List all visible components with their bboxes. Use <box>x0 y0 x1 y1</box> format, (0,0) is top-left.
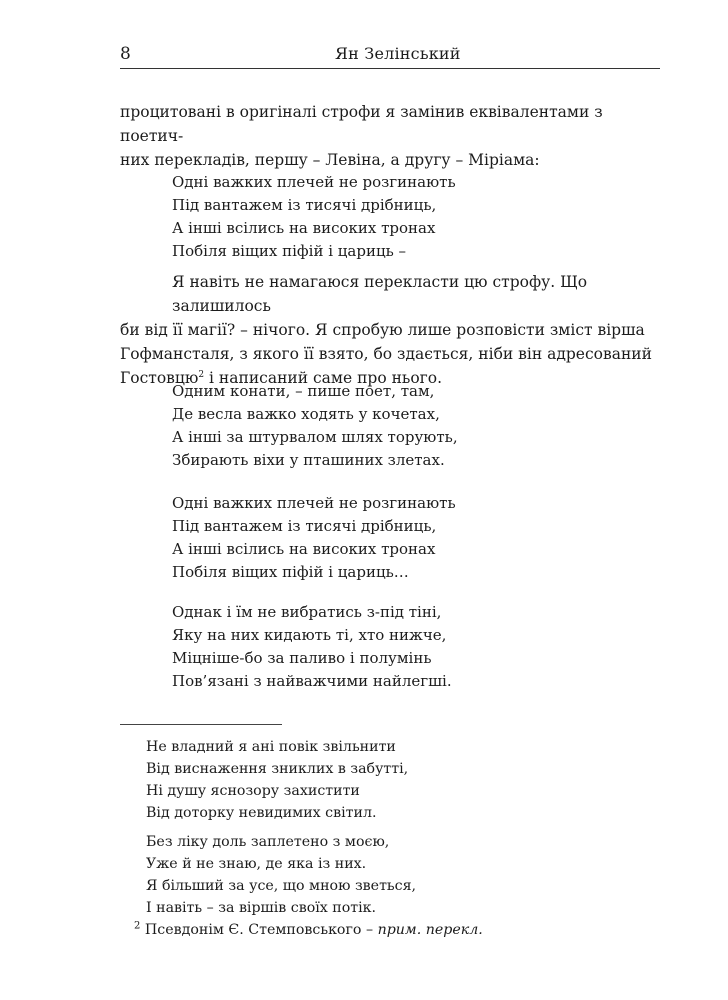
footnote-marker: 2 <box>134 920 141 932</box>
footnote-stanza-2-line: Я більший за усе, що мною зветься, <box>146 878 417 894</box>
footnote <box>134 919 483 941</box>
footnote-text: Псевдонім Є. Стемповського – <box>140 922 378 938</box>
page-number: 8 <box>120 44 131 64</box>
stanza-3-line: Побіля віщих піфій і цариць… <box>172 563 409 581</box>
stanza-4-line: Яку на них кидають ті, хто нижче, <box>172 626 447 644</box>
paragraph-2-line-1: Я навіть не намагаюся перекласти цю строфу. Що залишилось <box>172 273 588 315</box>
paragraph-2-line-4-rest: і написаний саме про нього. <box>204 369 443 387</box>
paragraph-2 <box>120 270 660 390</box>
stanza-3 <box>172 492 456 584</box>
stanza-1-line: А інші всілись на високих тронах <box>172 219 436 237</box>
paragraph-2-line-2: би від її магії? – нічого. Я спробую лише розповісти зміст вірша <box>120 321 645 339</box>
stanza-2-line: Де весла важко ходять у кочетах, <box>172 405 440 423</box>
footnote-stanza-2-line: І навіть – за віршів своїх потік. <box>146 900 377 916</box>
stanza-4-line: Однак і їм не вибратись з-під тіні, <box>172 603 442 621</box>
footnote-translator-note: прим. перекл. <box>377 922 483 938</box>
stanza-2-line: Одним конати, – пише поет, там, <box>172 382 435 400</box>
stanza-1 <box>172 171 456 263</box>
footnote-stanza-1-line: Від виснаження зниклих в забутті, <box>146 761 409 777</box>
footnote-stanza-2-line: Уже й не знаю, де яка із них. <box>146 856 367 872</box>
paragraph-1-line-1: процитовані в оригіналі строфи я замінив еквівалентами з поетич- <box>120 103 603 145</box>
stanza-2-line: Збирають віхи у пташиних злетах. <box>172 451 445 469</box>
footnote-stanza-1-line: Ні душу яснозору захистити <box>146 783 360 799</box>
stanza-3-line: Під вантажем із тисячі дрібниць, <box>172 517 437 535</box>
footnote-stanza-2-line: Без ліку доль заплетено з моєю, <box>146 834 390 850</box>
footnote-stanza-2 <box>146 831 416 919</box>
footnote-ref: 2 <box>198 369 205 380</box>
footnote-stanza-1-line: Не владний я ані повік звільнити <box>146 739 396 755</box>
page-header <box>120 44 660 69</box>
running-title: Ян Зелінський <box>335 44 461 63</box>
stanza-2-line: А інші за штурвалом шлях торують, <box>172 428 458 446</box>
footnote-divider <box>120 724 282 725</box>
stanza-4-line: Пов’язані з найважчими найлегші. <box>172 672 452 690</box>
paragraph-1-line-2: них перекладів, першу – Левіна, а другу – Міріама: <box>120 151 540 169</box>
stanza-2 <box>172 380 458 472</box>
stanza-4 <box>172 601 452 693</box>
stanza-3-line: А інші всілись на високих тронах <box>172 540 436 558</box>
name-gostovets: Гостовцю <box>120 369 199 387</box>
footnote-stanza-1-line: Від доторку невидимих світил. <box>146 805 377 821</box>
paragraph-1 <box>120 100 660 172</box>
footnote-stanza-1 <box>146 736 408 824</box>
stanza-1-line: Одні важких плечей не розгинають <box>172 173 456 191</box>
stanza-1-line: Побіля віщих піфій і цариць – <box>172 242 407 260</box>
stanza-1-line: Під вантажем із тисячі дрібниць, <box>172 196 437 214</box>
paragraph-2-line-3: Гофмансталя, з якого її взято, бо здається, ніби він адресований <box>120 345 652 363</box>
stanza-4-line: Міцніше-бо за паливо і полумінь <box>172 649 432 667</box>
stanza-3-line: Одні важких плечей не розгинають <box>172 494 456 512</box>
